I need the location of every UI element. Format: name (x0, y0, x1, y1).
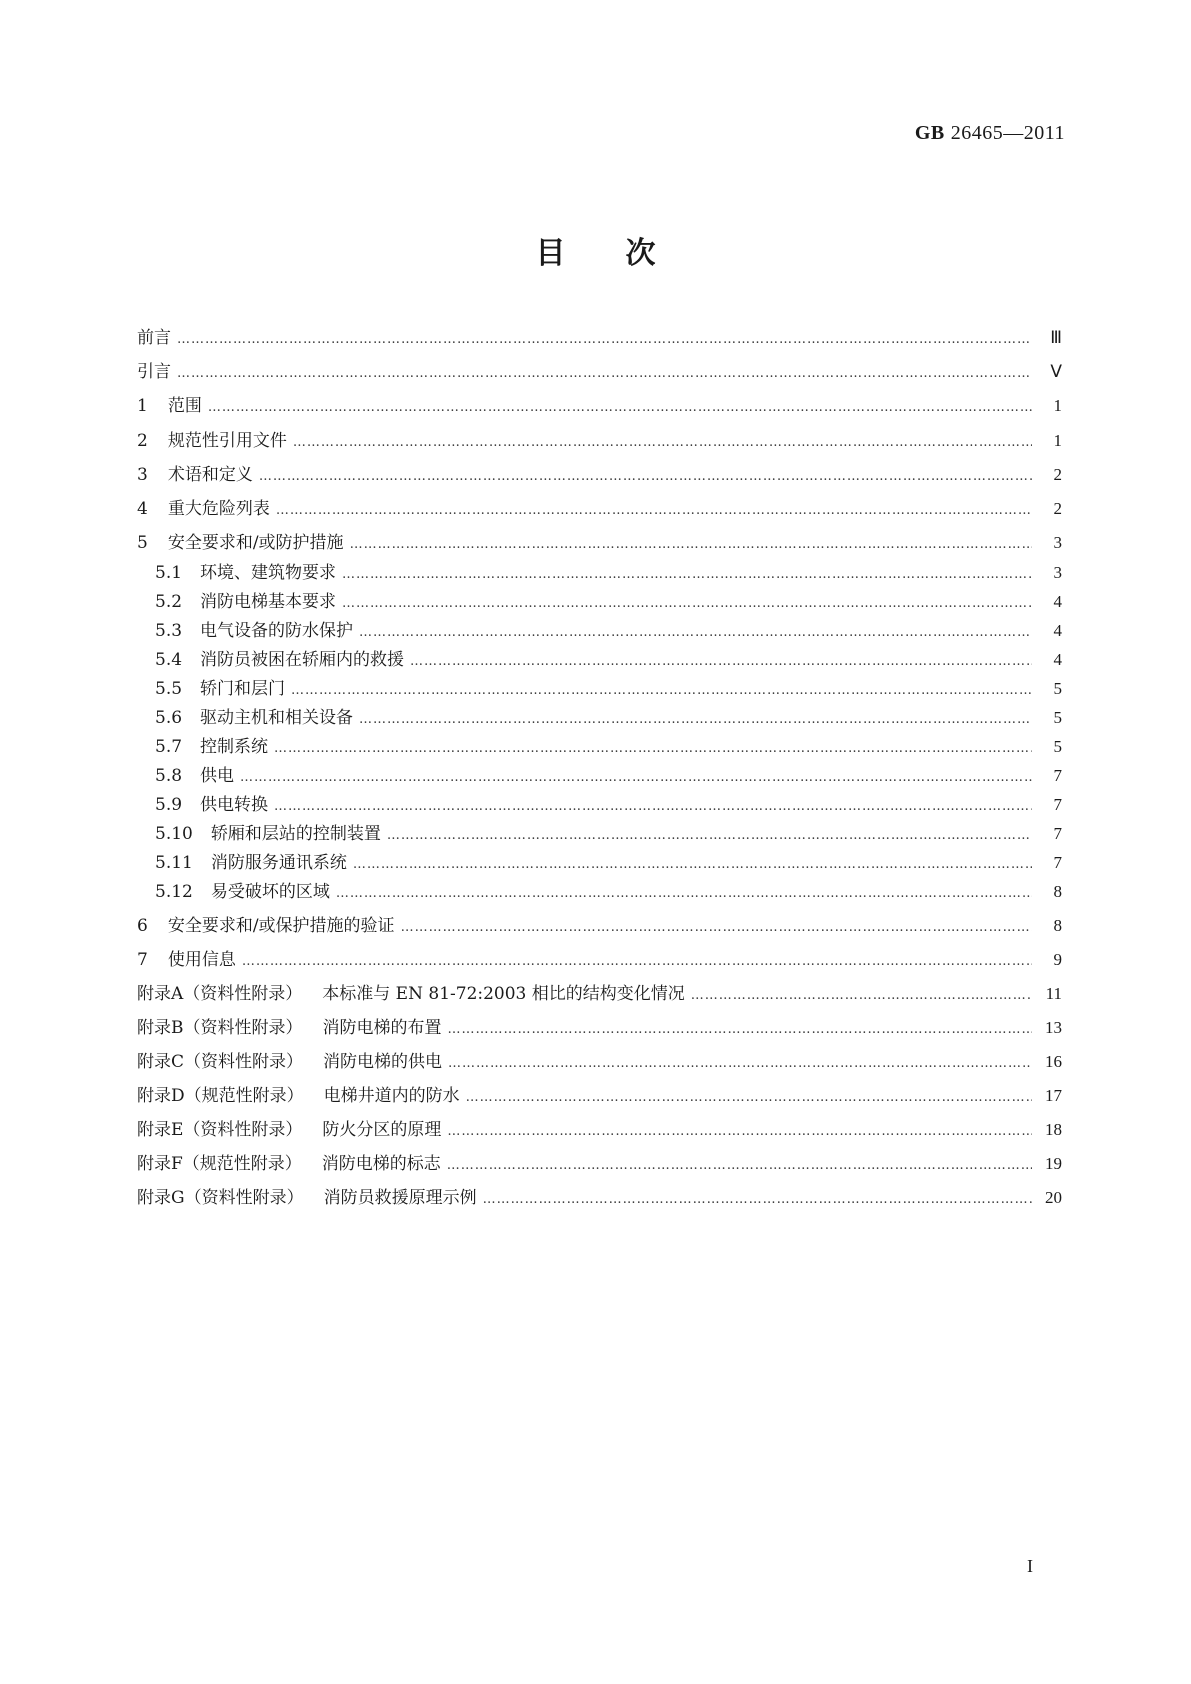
toc-leader-dots (242, 950, 1032, 974)
toc-leader-dots (350, 533, 1032, 557)
toc-entry-number: 3 (137, 465, 148, 485)
toc-entry-page: 5 (1053, 708, 1062, 727)
toc-entry[interactable] (137, 1152, 1062, 1176)
toc-entry-title: 轿门和层门 (200, 679, 286, 699)
page-number: I (1027, 1556, 1033, 1576)
toc-entry-number: 1 (137, 396, 148, 416)
toc-leader-dots (691, 984, 1032, 1008)
toc-leader-dots (387, 824, 1032, 848)
toc-entry-page: 7 (1053, 853, 1062, 872)
toc-entry-number: 5.8 (155, 766, 183, 786)
toc-entry-title: 消防电梯的供电 (323, 1052, 443, 1072)
toc-entry-number: 附录B（资料性附录） (137, 1018, 303, 1038)
toc-entry-page: Ⅲ (1050, 328, 1062, 347)
toc-leader-dots (483, 1188, 1032, 1212)
toc-entry[interactable] (137, 706, 1062, 730)
toc-leader-dots (410, 650, 1032, 674)
toc-entry-page: 8 (1053, 882, 1062, 901)
toc-entry-page: 7 (1053, 766, 1062, 785)
toc-entry[interactable] (137, 648, 1062, 672)
toc-entry-number: 6 (137, 916, 148, 936)
standard-code-prefix: GB (914, 122, 945, 144)
toc-entry[interactable] (137, 619, 1062, 643)
toc-entry-page: 5 (1053, 679, 1062, 698)
toc-entry-title: 防火分区的原理 (322, 1120, 442, 1140)
toc-leader-dots (447, 1120, 1032, 1144)
toc-entry[interactable] (137, 326, 1062, 350)
toc-leader-dots (293, 431, 1032, 455)
toc-leader-dots (336, 882, 1032, 906)
toc-leader-dots (342, 592, 1032, 616)
toc-leader-dots (447, 1154, 1032, 1178)
toc-entry-page: 4 (1053, 650, 1062, 669)
toc-entry-title: 使用信息 (167, 950, 236, 970)
toc-entry-number: 5.5 (155, 679, 183, 699)
toc-leader-dots (274, 795, 1032, 819)
toc-entry-number: 5 (137, 533, 148, 553)
toc-entry-page: 4 (1053, 621, 1062, 640)
toc-entry[interactable] (137, 735, 1062, 759)
toc-entry-page: 2 (1053, 465, 1062, 484)
toc-entry-title: 消防电梯的标志 (321, 1154, 441, 1174)
toc-entry-number: 附录F（规范性附录） (137, 1154, 302, 1174)
toc-entry-title: 规范性引用文件 (167, 431, 287, 451)
toc-entry-title: 控制系统 (200, 737, 269, 757)
toc-entry-title: 电梯井道内的防水 (323, 1086, 460, 1106)
toc-entry-page: 5 (1053, 737, 1062, 756)
toc-entry[interactable] (137, 531, 1062, 555)
toc-entry-page: 20 (1045, 1188, 1062, 1207)
toc-entry-page: 18 (1045, 1120, 1062, 1139)
toc-entry-number: 4 (137, 499, 148, 519)
toc-entry-number: 5.2 (155, 592, 183, 612)
toc-entry[interactable] (137, 463, 1062, 487)
toc-entry-number: 附录D（规范性附录） (137, 1086, 304, 1106)
toc-leader-dots (342, 563, 1032, 587)
toc-entry-number: 5.9 (155, 795, 183, 815)
toc-entry-title: 消防员救援原理示例 (323, 1188, 477, 1208)
toc-entry[interactable] (137, 764, 1062, 788)
toc-entry[interactable] (137, 1186, 1062, 1210)
toc-leader-dots (448, 1052, 1032, 1076)
toc-leader-dots (240, 766, 1032, 790)
toc-entry[interactable] (137, 793, 1062, 817)
toc-leader-dots (177, 328, 1032, 352)
toc-entry-page: 3 (1053, 533, 1062, 552)
standard-code-number: 26465—2011 (950, 122, 1065, 144)
toc-entry-number: 附录C（资料性附录） (137, 1052, 304, 1072)
toc-entry-page: 17 (1045, 1086, 1062, 1105)
toc-entry-page: 9 (1053, 950, 1062, 969)
toc-entry[interactable] (137, 948, 1062, 972)
toc-entry-title: 前言 (137, 328, 171, 348)
toc-entry-page: 8 (1053, 916, 1062, 935)
toc-leader-dots (466, 1086, 1032, 1110)
toc-leader-dots (274, 737, 1032, 761)
toc-entry-number: 5.6 (155, 708, 183, 728)
toc-entry-title: 供电转换 (200, 795, 269, 815)
toc-entry[interactable] (137, 360, 1062, 384)
toc-entry-number: 5.11 (155, 853, 193, 873)
toc-entry-number: 5.7 (155, 737, 183, 757)
toc-entry-number: 5.12 (155, 882, 193, 902)
page-title: 目 次 (535, 236, 656, 271)
toc-entry-number: 附录A（资料性附录） (137, 984, 303, 1004)
toc-entry-title: 术语和定义 (167, 465, 253, 485)
toc-entry[interactable] (137, 394, 1062, 418)
toc-leader-dots (259, 465, 1032, 489)
toc-entry-number: 5.4 (155, 650, 183, 670)
toc-entry-title: 供电 (200, 766, 235, 786)
toc-entry-title: 范围 (167, 396, 202, 416)
toc-entry-title: 安全要求和/或防护措施 (167, 533, 344, 553)
toc-entry-page: 4 (1053, 592, 1062, 611)
toc-leader-dots (448, 1018, 1033, 1042)
toc-entry-page: 16 (1045, 1052, 1062, 1071)
toc-entry[interactable] (137, 677, 1062, 701)
toc-entry-number: 附录E（资料性附录） (137, 1120, 303, 1140)
toc-entry-title: 安全要求和/或保护措施的验证 (167, 916, 395, 936)
toc-entry[interactable] (137, 1016, 1062, 1040)
toc-entry-title: 消防电梯基本要求 (200, 592, 337, 612)
toc-entry[interactable] (137, 1050, 1062, 1074)
standard-code (915, 122, 1065, 145)
toc-leader-dots (353, 853, 1032, 877)
toc-entry-number: 附录G（资料性附录） (137, 1188, 304, 1208)
toc-leader-dots (177, 362, 1032, 386)
toc-entry[interactable] (137, 822, 1062, 846)
toc-entry-title: 消防服务通讯系统 (210, 853, 347, 873)
toc-entry[interactable] (137, 561, 1062, 585)
toc-entry-title: 环境、建筑物要求 (200, 563, 337, 583)
toc-entry-title: 驱动主机和相关设备 (200, 708, 354, 728)
toc-leader-dots (401, 916, 1032, 940)
toc-entry[interactable] (137, 497, 1062, 521)
toc-entry[interactable] (137, 429, 1062, 453)
toc-entry-title: 消防电梯的布置 (322, 1018, 442, 1038)
toc-entry-page: 3 (1053, 563, 1062, 582)
toc-entry-number: 5.1 (155, 563, 183, 583)
toc-entry-title: 轿厢和层站的控制装置 (210, 824, 381, 844)
toc-leader-dots (208, 396, 1032, 420)
toc-entry[interactable] (137, 982, 1062, 1006)
toc-entry-page: 7 (1053, 824, 1062, 843)
toc-leader-dots (359, 708, 1032, 732)
toc-entry-title: 消防员被困在轿厢内的救援 (200, 650, 405, 670)
toc-entry[interactable] (137, 1118, 1062, 1142)
toc-entry-number: 7 (137, 950, 148, 970)
toc-entry[interactable] (137, 1084, 1062, 1108)
toc-entry[interactable] (137, 880, 1062, 904)
toc-leader-dots (291, 679, 1032, 703)
toc-leader-dots (359, 621, 1032, 645)
toc-entry-page: 7 (1053, 795, 1062, 814)
toc-entry[interactable] (137, 590, 1062, 614)
toc-entry-page: 13 (1045, 1018, 1062, 1037)
toc-entry-title: 本标准与 EN 81-72:2003 相比的结构变化情况 (322, 984, 685, 1004)
toc-entry-page: 19 (1045, 1154, 1062, 1173)
toc-entry-page: 1 (1053, 431, 1062, 450)
toc-leader-dots (276, 499, 1032, 523)
toc-entry-title: 易受破坏的区域 (210, 882, 330, 902)
toc-entry-number: 5.10 (155, 824, 193, 844)
toc-entry-page: 1 (1053, 396, 1062, 415)
toc-entry-number: 5.3 (155, 621, 183, 641)
toc-entry-page: 2 (1053, 499, 1062, 518)
toc-entry[interactable] (137, 914, 1062, 938)
toc-entry[interactable] (137, 851, 1062, 875)
toc-entry-page: 11 (1045, 984, 1062, 1003)
toc-entry-title: 引言 (137, 362, 171, 382)
toc-entry-page: Ⅴ (1050, 362, 1062, 381)
toc-entry-title: 重大危险列表 (167, 499, 270, 519)
toc-entry-title: 电气设备的防水保护 (200, 621, 354, 641)
toc-entry-number: 2 (137, 431, 148, 451)
